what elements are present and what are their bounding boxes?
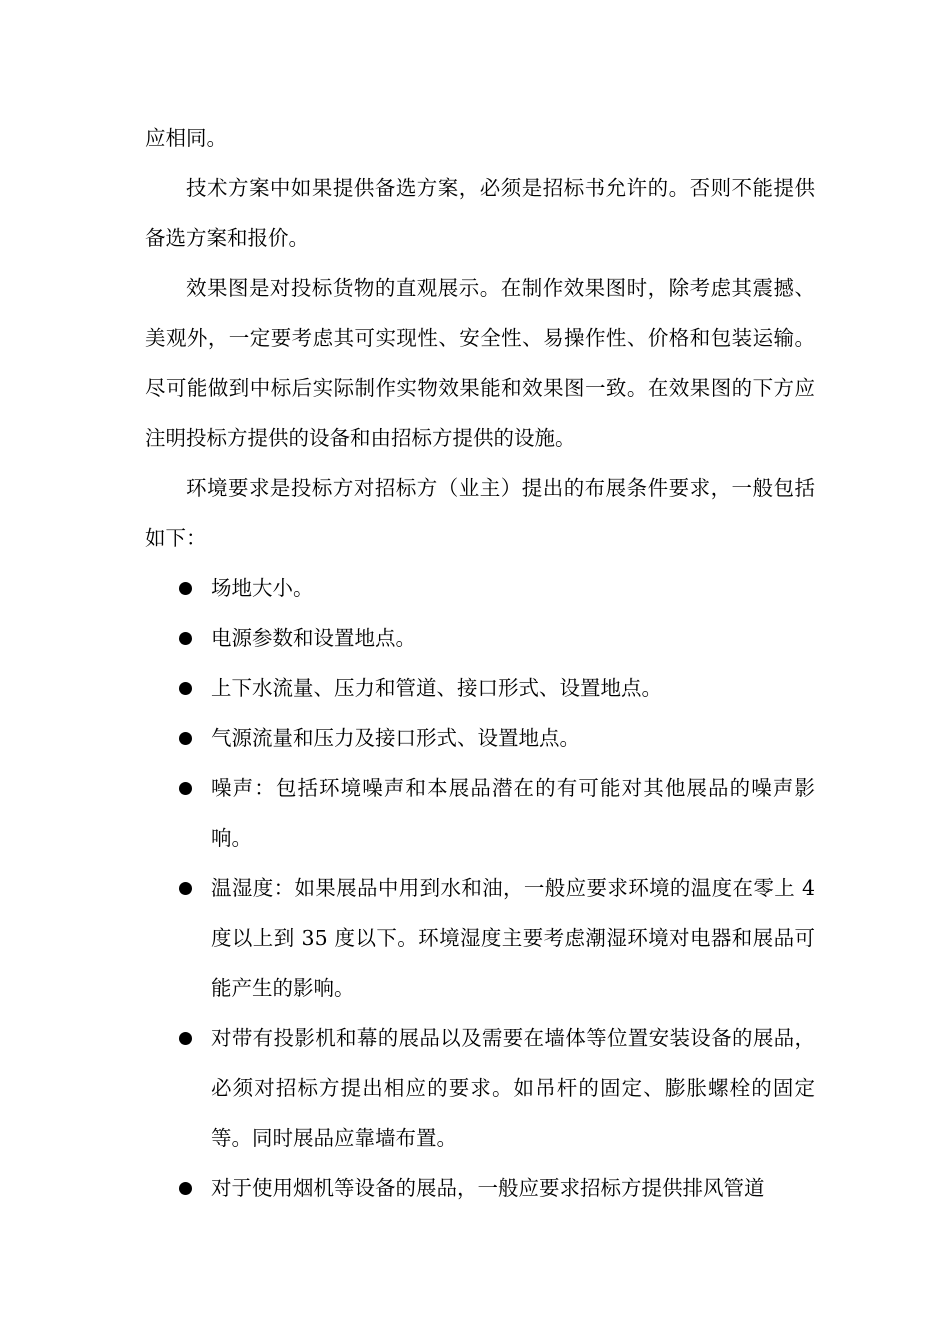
list-item-text: 场地大小。 [211, 576, 314, 600]
list-item [145, 613, 815, 663]
list-item [145, 1013, 815, 1163]
bullet-icon [179, 682, 192, 695]
list-item-text: 温湿度：如果展品中用到水和油，一般应要求环境的温度在零上 4 度以上到 35 度以下。环境湿度主要考虑潮湿环境对电器和展品可能产生的影响。 [211, 876, 815, 1000]
paragraph-renderings: 效果图是对投标货物的直观展示。在制作效果图时，除考虑其震撼、美观外，一定要考虑其可实现性、安全性、易操作性、价格和包装运输。尽可能做到中标后实际制作实物效果能和效果图一致。在效果图的下方应注明投标方提供的设备和由招标方提供的设施。 [145, 276, 815, 450]
bullet-icon [179, 732, 192, 745]
bullet-icon [179, 582, 192, 595]
list-item-text: 气源流量和压力及接口形式、设置地点。 [211, 726, 580, 750]
bullet-icon [179, 632, 192, 645]
requirements-list [145, 563, 815, 1213]
list-item [145, 663, 815, 713]
list-item [145, 1163, 815, 1213]
paragraph-environment-requirements: 环境要求是投标方对招标方（业主）提出的布展条件要求，一般包括如下： [145, 476, 815, 550]
bullet-icon [179, 882, 192, 895]
list-item [145, 863, 815, 1013]
bullet-icon [179, 1032, 192, 1045]
list-item-text: 电源参数和设置地点。 [211, 626, 416, 650]
paragraph-alternative-plans: 技术方案中如果提供备选方案，必须是招标书允许的。否则不能提供备选方案和报价。 [145, 176, 815, 250]
list-item-text: 上下水流量、压力和管道、接口形式、设置地点。 [211, 676, 662, 700]
list-item [145, 763, 815, 863]
list-item [145, 563, 815, 613]
document-body [145, 113, 815, 1213]
bullet-icon [179, 1182, 192, 1195]
list-item-text: 对于使用烟机等设备的展品，一般应要求招标方提供排风管道 [211, 1176, 765, 1200]
bullet-icon [179, 782, 192, 795]
list-item-text: 噪声：包括环境噪声和本展品潜在的有可能对其他展品的噪声影响。 [211, 776, 815, 850]
list-item-text: 对带有投影机和幕的展品以及需要在墙体等位置安装设备的展品，必须对招标方提出相应的要求。如吊杆的固定、膨胀螺栓的固定等。同时展品应靠墙布置。 [211, 1026, 815, 1150]
list-item [145, 713, 815, 763]
paragraph-continuation: 应相同。 [145, 126, 227, 150]
